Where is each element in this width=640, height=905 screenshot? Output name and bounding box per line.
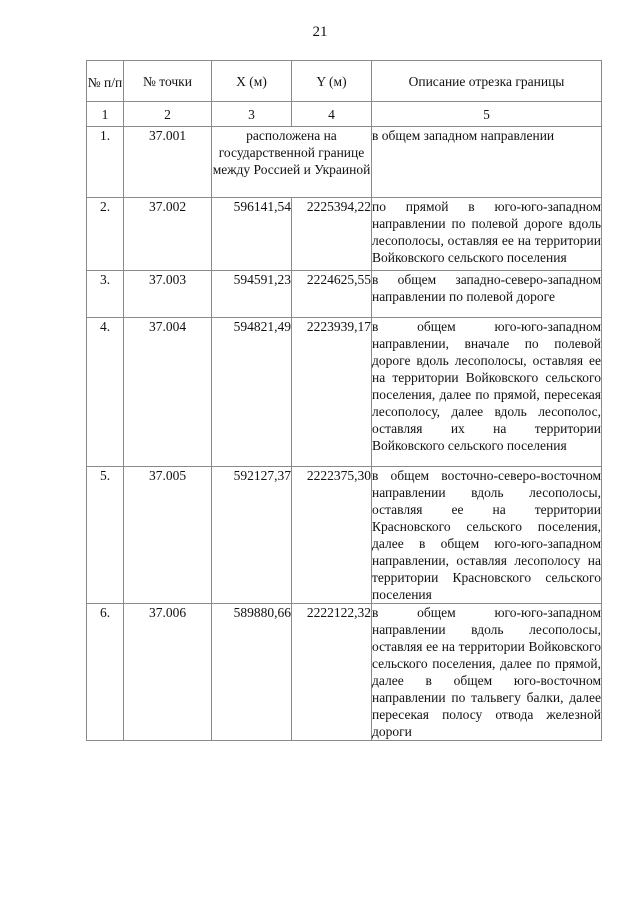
header-y: Y (м) [292, 61, 372, 102]
table-header-row [87, 61, 602, 102]
header-description: Описание отрезка границы [372, 61, 602, 102]
y-coordinate: 2222122,32 [292, 604, 372, 741]
table-row [87, 271, 602, 318]
page-number: 21 [312, 24, 328, 40]
row-number: 3. [87, 271, 124, 318]
row-number: 1. [87, 127, 124, 198]
segment-description: в общем западно-северо-западном направлении по полевой дороге [372, 271, 602, 318]
y-coordinate: 2223939,17 [292, 318, 372, 467]
x-coordinate: 594821,49 [212, 318, 292, 467]
segment-description: в общем юго-юго-западном направлении вдоль лесополосы, оставляя ее на территории Войковского сельского поселения, далее по прямой, далее в общем юго-восточном направлении по тальвегу балки, далее пересекая полосу отвода железной дороги [372, 605, 601, 739]
segment-description: в общем юго-юго-западном направлении, вначале по полевой дороге вдоль лесополосы, оставляя ее на территории Войковского сельского поселения, далее по прямой, пересекая лесополосу, далее вдоль лесополос, оставляя их на территории Войковского сельского поселения [372, 318, 602, 467]
point-location: расположена на государственной границе между Россией и Украиной [212, 127, 372, 198]
column-number: 1 [87, 102, 124, 127]
column-number: 4 [292, 102, 372, 127]
y-coordinate: 2222375,30 [292, 467, 372, 604]
row-number: 2. [87, 198, 124, 271]
column-number: 5 [372, 102, 602, 127]
column-number: 2 [124, 102, 212, 127]
column-number-row [87, 102, 602, 127]
header-num: № п/п [87, 61, 124, 102]
x-coordinate: 594591,23 [212, 271, 292, 318]
point-id: 37.005 [124, 467, 212, 604]
segment-description: по прямой в юго-юго-западном направлении по полевой дороге вдоль лесополосы, оставляя ее на территории Войковского сельского поселения [372, 198, 602, 271]
table-row [87, 318, 602, 467]
boundary-table [86, 60, 602, 741]
table-row [87, 198, 602, 271]
column-number: 3 [212, 102, 292, 127]
row-number: 4. [87, 318, 124, 467]
point-id: 37.004 [124, 318, 212, 467]
point-id: 37.002 [124, 198, 212, 271]
x-coordinate: 589880,66 [212, 604, 292, 741]
table-row [87, 127, 602, 198]
table-row [87, 467, 602, 604]
row-number: 6. [87, 604, 124, 741]
segment-description: в общем западном направлении [372, 127, 602, 198]
point-id: 37.006 [124, 604, 212, 741]
point-id: 37.001 [124, 127, 212, 198]
header-point: № точки [124, 61, 212, 102]
point-id: 37.003 [124, 271, 212, 318]
table-row [87, 604, 602, 741]
x-coordinate: 596141,54 [212, 198, 292, 271]
segment-description: в общем восточно-северо-восточном направлении вдоль лесополосы, оставляя ее на территории Красновского сельского поселения, далее в общем юго-юго-западном направлении, оставляя лесополосу на территории Красновского сельского поселения [372, 468, 601, 602]
header-x: X (м) [212, 61, 292, 102]
row-number: 5. [87, 467, 124, 604]
x-coordinate: 592127,37 [212, 467, 292, 604]
y-coordinate: 2225394,22 [292, 198, 372, 271]
y-coordinate: 2224625,55 [292, 271, 372, 318]
